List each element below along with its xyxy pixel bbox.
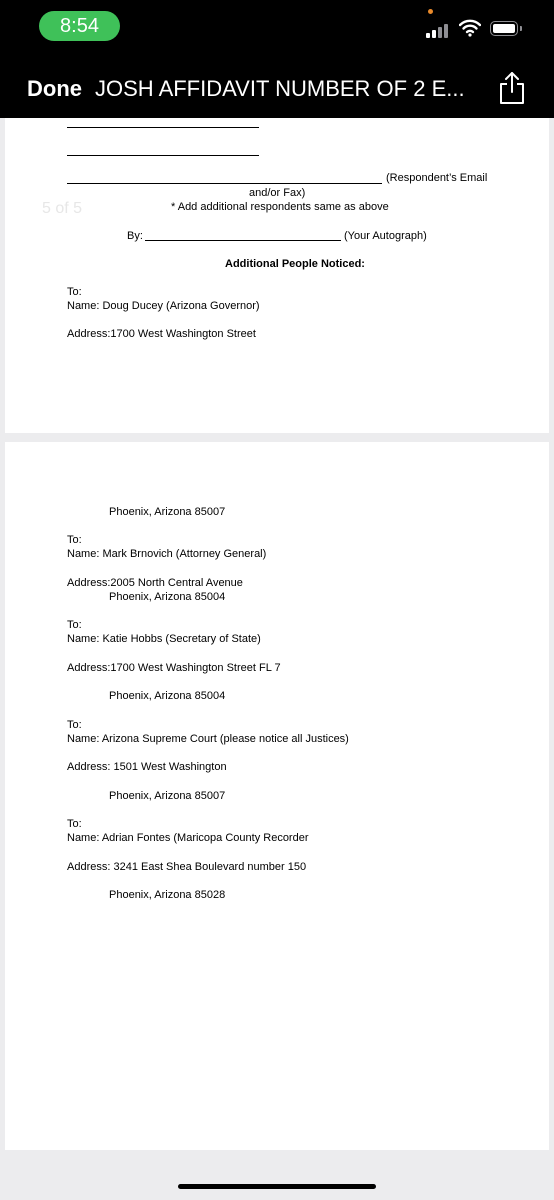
recipient-city: Phoenix, Arizona 85004 bbox=[109, 591, 226, 603]
recipient-name: Name: Doug Ducey (Arizona Governor) bbox=[67, 300, 260, 312]
autograph-label: (Your Autograph) bbox=[344, 230, 427, 242]
document-nav-bar bbox=[0, 52, 554, 118]
to-label: To: bbox=[67, 534, 82, 546]
recipient-address: Address: 1501 West Washington bbox=[67, 761, 227, 773]
home-indicator[interactable] bbox=[178, 1184, 376, 1189]
battery-icon bbox=[490, 21, 518, 36]
privacy-indicator-dot bbox=[428, 9, 433, 14]
additional-people-heading: Additional People Noticed: bbox=[225, 258, 365, 270]
status-time[interactable]: 8:54 bbox=[39, 11, 120, 41]
share-icon[interactable] bbox=[496, 70, 528, 106]
signature-line bbox=[67, 127, 259, 128]
to-label: To: bbox=[67, 818, 82, 830]
done-button[interactable]: Done bbox=[27, 76, 82, 101]
to-label: To: bbox=[67, 286, 82, 298]
document-page[interactable] bbox=[5, 118, 549, 433]
autograph-line bbox=[145, 240, 341, 241]
recipient-address: Address:2005 North Central Avenue bbox=[67, 577, 243, 589]
signature-line bbox=[67, 155, 259, 156]
document-title: JOSH AFFIDAVIT NUMBER OF 2 E... bbox=[95, 76, 465, 101]
recipient-name: Name: Arizona Supreme Court (please notice all Justices) bbox=[67, 733, 349, 745]
to-label: To: bbox=[67, 619, 82, 631]
page-indicator: 5 of 5 bbox=[42, 200, 83, 217]
wifi-icon bbox=[459, 19, 481, 37]
add-respondents-note: * Add additional respondents same as above bbox=[171, 201, 389, 213]
recipient-address: Address: 3241 East Shea Boulevard number 150 bbox=[67, 861, 307, 873]
recipient-name: Name: Adrian Fontes (Maricopa County Recorder bbox=[67, 832, 309, 844]
status-bar bbox=[0, 0, 554, 52]
to-label: To: bbox=[67, 719, 82, 731]
recipient-city: Phoenix, Arizona 85007 bbox=[109, 506, 226, 518]
signature-line bbox=[67, 183, 382, 184]
respondent-email-label-cont: and/or Fax) bbox=[249, 187, 306, 199]
by-label: By: bbox=[127, 230, 143, 242]
recipient-city: Phoenix, Arizona 85007 bbox=[109, 790, 226, 802]
recipient-name: Name: Katie Hobbs (Secretary of State) bbox=[67, 633, 261, 645]
respondent-email-label: (Respondent’s Email bbox=[386, 172, 488, 184]
recipient-city: Phoenix, Arizona 85004 bbox=[109, 690, 226, 702]
recipient-address: Address:1700 West Washington Street FL 7 bbox=[67, 662, 281, 674]
document-page[interactable] bbox=[5, 442, 549, 1150]
recipient-name: Name: Mark Brnovich (Attorney General) bbox=[67, 548, 267, 560]
recipient-address: Address:1700 West Washington Street bbox=[67, 328, 256, 340]
recipient-city: Phoenix, Arizona 85028 bbox=[109, 889, 226, 901]
cellular-signal-icon bbox=[426, 22, 452, 38]
